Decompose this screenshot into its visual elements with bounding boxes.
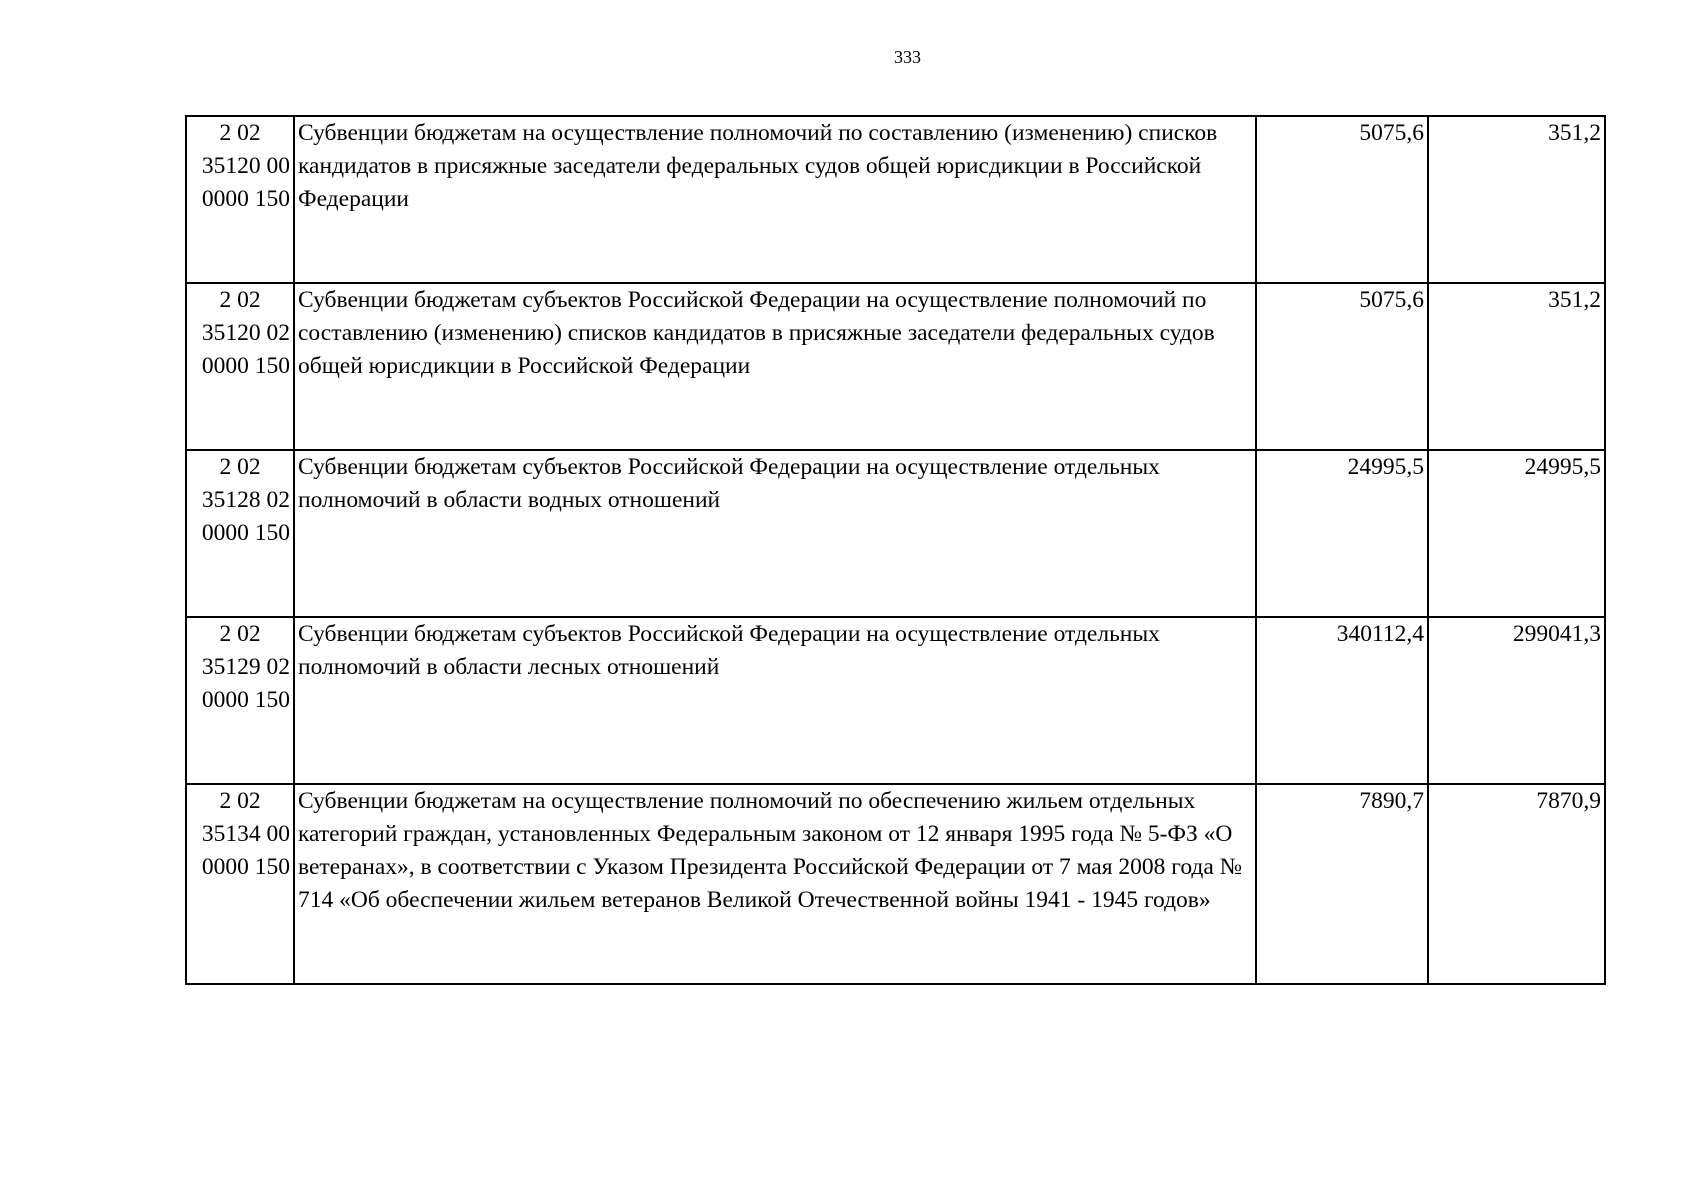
- page-number: 333: [894, 47, 921, 67]
- value-1-cell: 340112,4: [1256, 617, 1428, 784]
- description-cell: Субвенции бюджетам субъектов Российской Федерации на осуществление полномочий по составлению (изменению) списков кандидатов в присяжные заседатели федеральных судов общей юрисдикции в Российской Федерации: [294, 283, 1256, 450]
- table-row: [186, 450, 1605, 617]
- code-line: 2 02: [219, 120, 261, 146]
- code-line: 0000 150: [201, 854, 290, 880]
- table-row: [186, 617, 1605, 784]
- code-line: 35120 02: [201, 320, 290, 346]
- code-line: 0000 150: [201, 687, 290, 713]
- budget-code-cell: [186, 283, 294, 450]
- description-cell: Субвенции бюджетам субъектов Российской Федерации на осуществление отдельных полномочий в области лесных отношений: [294, 617, 1256, 784]
- value-2-cell: 24995,5: [1428, 450, 1605, 617]
- code-line: 2 02: [219, 454, 261, 480]
- code-line: 35128 02: [201, 487, 290, 513]
- code-line: 35120 00: [201, 153, 290, 179]
- budget-code-cell: [186, 617, 294, 784]
- code-line: 35129 02: [201, 654, 290, 680]
- description-cell: Субвенции бюджетам на осуществление полномочий по составлению (изменению) списков кандидатов в присяжные заседатели федеральных судов общей юрисдикции в Российской Федерации: [294, 116, 1256, 283]
- budget-table: [185, 115, 1606, 985]
- table-row: [186, 116, 1605, 283]
- table-row: [186, 283, 1605, 450]
- code-line: 0000 150: [201, 353, 290, 379]
- code-line: 2 02: [219, 621, 261, 647]
- value-2-cell: 299041,3: [1428, 617, 1605, 784]
- table-row: [186, 784, 1605, 984]
- description-cell: Субвенции бюджетам субъектов Российской Федерации на осуществление отдельных полномочий в области водных отношений: [294, 450, 1256, 617]
- value-1-cell: 5075,6: [1256, 116, 1428, 283]
- code-line: 0000 150: [201, 520, 290, 546]
- value-1-cell: 5075,6: [1256, 283, 1428, 450]
- code-line: 2 02: [219, 287, 261, 313]
- code-line: 2 02: [219, 788, 261, 814]
- budget-code-cell: [186, 450, 294, 617]
- code-line: 35134 00: [201, 821, 290, 847]
- budget-code-cell: [186, 784, 294, 984]
- value-2-cell: 351,2: [1428, 283, 1605, 450]
- value-1-cell: 24995,5: [1256, 450, 1428, 617]
- value-1-cell: 7890,7: [1256, 784, 1428, 984]
- budget-code-cell: [186, 116, 294, 283]
- code-line: 0000 150: [201, 186, 290, 212]
- value-2-cell: 7870,9: [1428, 784, 1605, 984]
- description-cell: Субвенции бюджетам на осуществление полномочий по обеспечению жильем отдельных категорий граждан, установленных Федеральным законом от 12 января 1995 года № 5-ФЗ «О ветеранах», в соответствии с Указом Президента Российской Федерации от 7 мая 2008 года № 714 «Об обеспечении жильем ветеранов Великой Отечественной войны 1941 - 1945 годов»: [294, 784, 1256, 984]
- value-2-cell: 351,2: [1428, 116, 1605, 283]
